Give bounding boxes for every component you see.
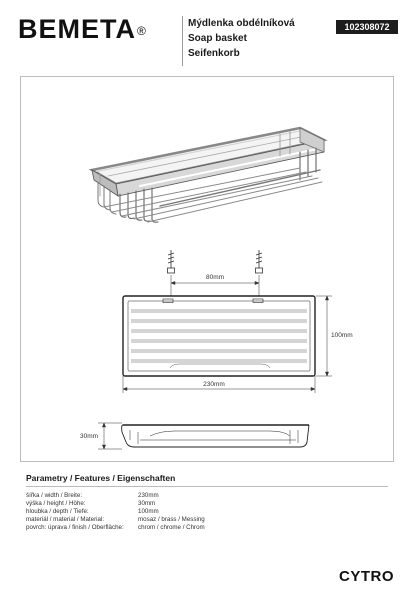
registered-mark: ®	[137, 24, 147, 38]
feature-value: chrom / chrome / Chrom	[138, 524, 205, 531]
feature-value: 100mm	[138, 508, 159, 515]
product-name-en: Soap basket	[188, 33, 247, 44]
wall-screws	[168, 250, 263, 273]
product-illustration	[92, 128, 324, 222]
product-code-badge: 102308072	[336, 20, 398, 34]
feature-row	[26, 516, 396, 524]
depth-dimension	[316, 296, 332, 376]
features-divider	[26, 486, 388, 487]
series-name: CYTRO	[339, 568, 394, 585]
feature-label: povrch: úprava / finish / Oberfläche:	[26, 524, 124, 531]
height-dimension	[98, 423, 122, 449]
feature-label: hloubka / depth / Tiefe:	[26, 508, 89, 515]
feature-row	[26, 524, 396, 532]
feature-value: mosaz / brass / Messing	[138, 516, 205, 523]
features-title: Parametry / Features / Eigenschaften	[26, 473, 176, 483]
dim-height-label: 30mm	[80, 433, 99, 440]
product-name-cs: Mýdlenka obdélníková	[188, 18, 295, 29]
feature-row	[26, 500, 396, 508]
top-view	[123, 296, 315, 376]
feature-label: výška / height / Höhe:	[26, 500, 86, 507]
dim-hole-spacing-label: 80mm	[205, 274, 225, 281]
feature-row	[26, 492, 396, 500]
product-name-de: Seifenkorb	[188, 48, 240, 59]
feature-value: 30mm	[138, 500, 156, 507]
screw-left	[168, 250, 175, 273]
screw-right	[256, 250, 263, 273]
feature-value: 230mm	[138, 492, 159, 499]
feature-label: materiál / material / Material:	[26, 516, 105, 523]
side-view	[122, 425, 309, 447]
feature-row	[26, 508, 396, 516]
dim-depth-label: 100mm	[331, 332, 353, 339]
brand-name: BEMETA	[18, 14, 136, 44]
feature-label: šířka / width / Breite:	[26, 492, 83, 499]
dim-width-label: 230mm	[203, 381, 225, 388]
